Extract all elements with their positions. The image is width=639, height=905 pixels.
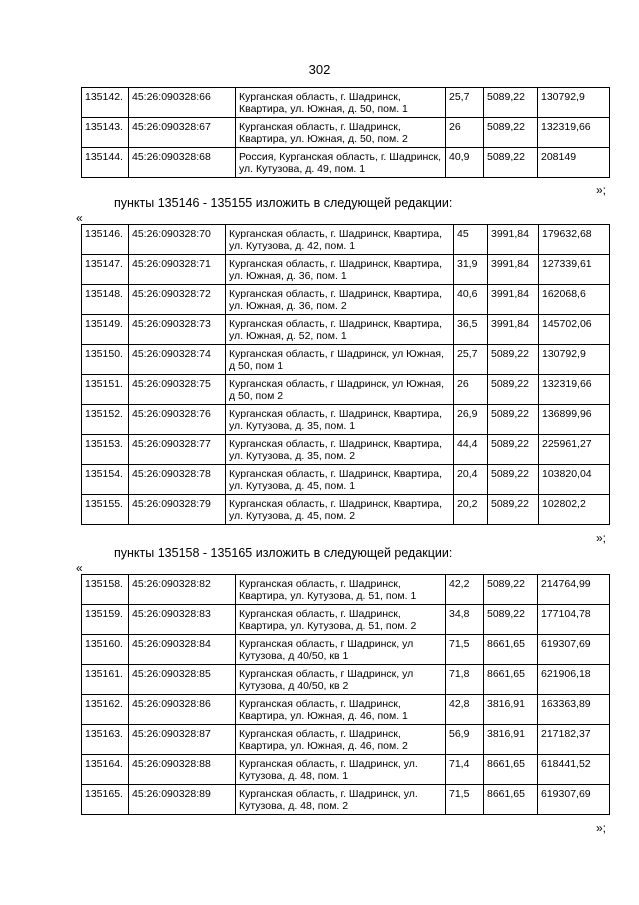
- row-number-cell: 135163.: [82, 725, 129, 755]
- value-cell: 619307,69: [538, 635, 610, 665]
- address-cell: Курганская область, г. Шадринск, Квартира, ул. Южная, д. 36, пом. 2: [226, 285, 454, 315]
- row-number-cell: 135154.: [82, 465, 129, 495]
- amendment-paragraph: пункты 135146 - 135155 изложить в следующей редакции:: [114, 196, 453, 210]
- row-number-cell: 135150.: [82, 345, 129, 375]
- address-cell: Курганская область, г. Шадринск, Квартира, ул. Кутузова, д. 35, пом. 2: [226, 435, 454, 465]
- rate-cell: 5089,22: [488, 405, 539, 435]
- row-number-cell: 135158.: [82, 575, 129, 605]
- cadastral-number-cell: 45:26:090328:82: [129, 575, 236, 605]
- table-row: [82, 605, 610, 635]
- table-row: [82, 635, 610, 665]
- cadastral-number-cell: 45:26:090328:74: [129, 345, 226, 375]
- rate-cell: 8661,65: [484, 635, 538, 665]
- cadastral-number-cell: 45:26:090328:77: [129, 435, 226, 465]
- address-cell: Курганская область, г Шадринск, ул Кутузова, д 40/50, кв 1: [236, 635, 446, 665]
- value-cell: 103820,04: [539, 465, 610, 495]
- address-cell: Курганская область, г Шадринск, ул Южная, д 50, пом 2: [226, 375, 454, 405]
- table-row: [82, 495, 610, 525]
- area-cell: 20,4: [454, 465, 488, 495]
- table-row: [82, 88, 610, 118]
- opening-quote-mark: «: [76, 211, 83, 225]
- table-row: [82, 435, 610, 465]
- table-row: [82, 148, 610, 178]
- address-cell: Курганская область, г. Шадринск, Квартира, ул. Южная, д. 52, пом. 1: [226, 315, 454, 345]
- cadastral-number-cell: 45:26:090328:87: [129, 725, 236, 755]
- rate-cell: 5089,22: [484, 88, 538, 118]
- cadastral-number-cell: 45:26:090328:68: [129, 148, 236, 178]
- address-cell: Курганская область, г. Шадринск, Квартира, ул. Южная, д. 50, пом. 2: [236, 118, 446, 148]
- row-number-cell: 135148.: [82, 285, 129, 315]
- table-row: [82, 405, 610, 435]
- table-row: [82, 785, 610, 815]
- row-number-cell: 135159.: [82, 605, 129, 635]
- cadastral-number-cell: 45:26:090328:71: [129, 255, 226, 285]
- area-cell: 36,5: [454, 315, 488, 345]
- address-cell: Курганская область, г. Шадринск, Квартира, ул. Кутузова, д. 42, пом. 1: [226, 225, 454, 255]
- table-row: [82, 375, 610, 405]
- closing-quote-mark: »;: [596, 531, 607, 545]
- rate-cell: 8661,65: [484, 785, 538, 815]
- table-row: [82, 315, 610, 345]
- row-number-cell: 135160.: [82, 635, 129, 665]
- row-number-cell: 135164.: [82, 755, 129, 785]
- value-cell: 132319,66: [538, 118, 610, 148]
- cadastral-number-cell: 45:26:090328:76: [129, 405, 226, 435]
- table-row: [82, 225, 610, 255]
- row-number-cell: 135146.: [82, 225, 129, 255]
- value-cell: 179632,68: [539, 225, 610, 255]
- address-cell: Курганская область, г. Шадринск, Квартира, ул. Южная, д. 46, пом. 1: [236, 695, 446, 725]
- area-cell: 56,9: [446, 725, 484, 755]
- rate-cell: 5089,22: [488, 465, 539, 495]
- area-cell: 71,5: [446, 785, 484, 815]
- row-number-cell: 135153.: [82, 435, 129, 465]
- cadastral-number-cell: 45:26:090328:79: [129, 495, 226, 525]
- cadastral-number-cell: 45:26:090328:78: [129, 465, 226, 495]
- value-cell: 130792,9: [538, 88, 610, 118]
- value-cell: 225961,27: [539, 435, 610, 465]
- cadastral-number-cell: 45:26:090328:86: [129, 695, 236, 725]
- address-cell: Курганская область, г. Шадринск, Квартира, ул. Южная, д. 36, пом. 1: [226, 255, 454, 285]
- cadastral-number-cell: 45:26:090328:70: [129, 225, 226, 255]
- rate-cell: 8661,65: [484, 755, 538, 785]
- address-cell: Курганская область, г. Шадринск, ул. Кутузова, д. 48, пом. 1: [236, 755, 446, 785]
- row-number-cell: 135144.: [82, 148, 129, 178]
- address-cell: Курганская область, г Шадринск, ул Кутузова, д 40/50, кв 2: [236, 665, 446, 695]
- table-row: [82, 725, 610, 755]
- cadastral-number-cell: 45:26:090328:66: [129, 88, 236, 118]
- area-cell: 20,2: [454, 495, 488, 525]
- closing-quote-mark: »;: [596, 183, 607, 197]
- area-cell: 25,7: [454, 345, 488, 375]
- value-cell: 217182,37: [538, 725, 610, 755]
- row-number-cell: 135162.: [82, 695, 129, 725]
- area-cell: 45: [454, 225, 488, 255]
- cadastral-number-cell: 45:26:090328:72: [129, 285, 226, 315]
- registry-table-3: [81, 574, 610, 815]
- cadastral-number-cell: 45:26:090328:75: [129, 375, 226, 405]
- cadastral-number-cell: 45:26:090328:89: [129, 785, 236, 815]
- area-cell: 26: [446, 118, 484, 148]
- cadastral-number-cell: 45:26:090328:83: [129, 605, 236, 635]
- value-cell: 130792,9: [539, 345, 610, 375]
- value-cell: 127339,61: [539, 255, 610, 285]
- area-cell: 71,5: [446, 635, 484, 665]
- row-number-cell: 135143.: [82, 118, 129, 148]
- area-cell: 26,9: [454, 405, 488, 435]
- rate-cell: 5089,22: [484, 575, 538, 605]
- value-cell: 136899,96: [539, 405, 610, 435]
- row-number-cell: 135165.: [82, 785, 129, 815]
- value-cell: 177104,78: [538, 605, 610, 635]
- table-row: [82, 755, 610, 785]
- rate-cell: 3816,91: [484, 695, 538, 725]
- value-cell: 162068,6: [539, 285, 610, 315]
- address-cell: Россия, Курганская область, г. Шадринск, ул. Кутузова, д. 49, пом. 1: [236, 148, 446, 178]
- row-number-cell: 135149.: [82, 315, 129, 345]
- table-row: [82, 695, 610, 725]
- rate-cell: 3991,84: [488, 225, 539, 255]
- area-cell: 34,8: [446, 605, 484, 635]
- area-cell: 42,8: [446, 695, 484, 725]
- value-cell: 163363,89: [538, 695, 610, 725]
- rate-cell: 3991,84: [488, 315, 539, 345]
- cadastral-number-cell: 45:26:090328:73: [129, 315, 226, 345]
- area-cell: 25,7: [446, 88, 484, 118]
- value-cell: 621906,18: [538, 665, 610, 695]
- cadastral-number-cell: 45:26:090328:88: [129, 755, 236, 785]
- row-number-cell: 135151.: [82, 375, 129, 405]
- address-cell: Курганская область, г Шадринск, ул Южная, д 50, пом 1: [226, 345, 454, 375]
- address-cell: Курганская область, г. Шадринск, Квартира, ул. Кутузова, д. 45, пом. 1: [226, 465, 454, 495]
- area-cell: 40,9: [446, 148, 484, 178]
- address-cell: Курганская область, г. Шадринск, Квартира, ул. Южная, д. 50, пом. 1: [236, 88, 446, 118]
- area-cell: 71,4: [446, 755, 484, 785]
- row-number-cell: 135142.: [82, 88, 129, 118]
- rate-cell: 5089,22: [484, 118, 538, 148]
- table-row: [82, 465, 610, 495]
- row-number-cell: 135161.: [82, 665, 129, 695]
- cadastral-number-cell: 45:26:090328:84: [129, 635, 236, 665]
- value-cell: 618441,52: [538, 755, 610, 785]
- area-cell: 40,6: [454, 285, 488, 315]
- address-cell: Курганская область, г. Шадринск, Квартира, ул. Кутузова, д. 45, пом. 2: [226, 495, 454, 525]
- rate-cell: 5089,22: [488, 345, 539, 375]
- address-cell: Курганская область, г. Шадринск, Квартира, ул. Кутузова, д. 51, пом. 1: [236, 575, 446, 605]
- value-cell: 102802,2: [539, 495, 610, 525]
- address-cell: Курганская область, г. Шадринск, Квартира, ул. Кутузова, д. 35, пом. 1: [226, 405, 454, 435]
- closing-quote-mark: »;: [596, 821, 607, 835]
- cadastral-number-cell: 45:26:090328:67: [129, 118, 236, 148]
- row-number-cell: 135147.: [82, 255, 129, 285]
- table-row: [82, 665, 610, 695]
- value-cell: 619307,69: [538, 785, 610, 815]
- value-cell: 214764,99: [538, 575, 610, 605]
- area-cell: 26: [454, 375, 488, 405]
- area-cell: 44,4: [454, 435, 488, 465]
- amendment-paragraph: пункты 135158 - 135165 изложить в следующей редакции:: [114, 546, 453, 560]
- table-row: [82, 575, 610, 605]
- table-row: [82, 285, 610, 315]
- page-number: 302: [308, 62, 331, 77]
- area-cell: 42,2: [446, 575, 484, 605]
- opening-quote-mark: «: [76, 561, 83, 575]
- row-number-cell: 135155.: [82, 495, 129, 525]
- address-cell: Курганская область, г. Шадринск, Квартира, ул. Кутузова, д. 51, пом. 2: [236, 605, 446, 635]
- rate-cell: 5089,22: [484, 605, 538, 635]
- rate-cell: 5089,22: [488, 495, 539, 525]
- address-cell: Курганская область, г. Шадринск, Квартира, ул. Южная, д. 46, пом. 2: [236, 725, 446, 755]
- cadastral-number-cell: 45:26:090328:85: [129, 665, 236, 695]
- table-row: [82, 118, 610, 148]
- registry-table-1: [81, 87, 610, 178]
- table-row: [82, 255, 610, 285]
- address-cell: Курганская область, г. Шадринск, ул. Кутузова, д. 48, пом. 2: [236, 785, 446, 815]
- area-cell: 71,8: [446, 665, 484, 695]
- registry-table-2: [81, 224, 610, 525]
- rate-cell: 8661,65: [484, 665, 538, 695]
- value-cell: 208149: [538, 148, 610, 178]
- table-row: [82, 345, 610, 375]
- rate-cell: 3816,91: [484, 725, 538, 755]
- rate-cell: 5089,22: [488, 375, 539, 405]
- rate-cell: 3991,84: [488, 255, 539, 285]
- value-cell: 145702,06: [539, 315, 610, 345]
- area-cell: 31,9: [454, 255, 488, 285]
- row-number-cell: 135152.: [82, 405, 129, 435]
- value-cell: 132319,66: [539, 375, 610, 405]
- rate-cell: 3991,84: [488, 285, 539, 315]
- rate-cell: 5089,22: [488, 435, 539, 465]
- rate-cell: 5089,22: [484, 148, 538, 178]
